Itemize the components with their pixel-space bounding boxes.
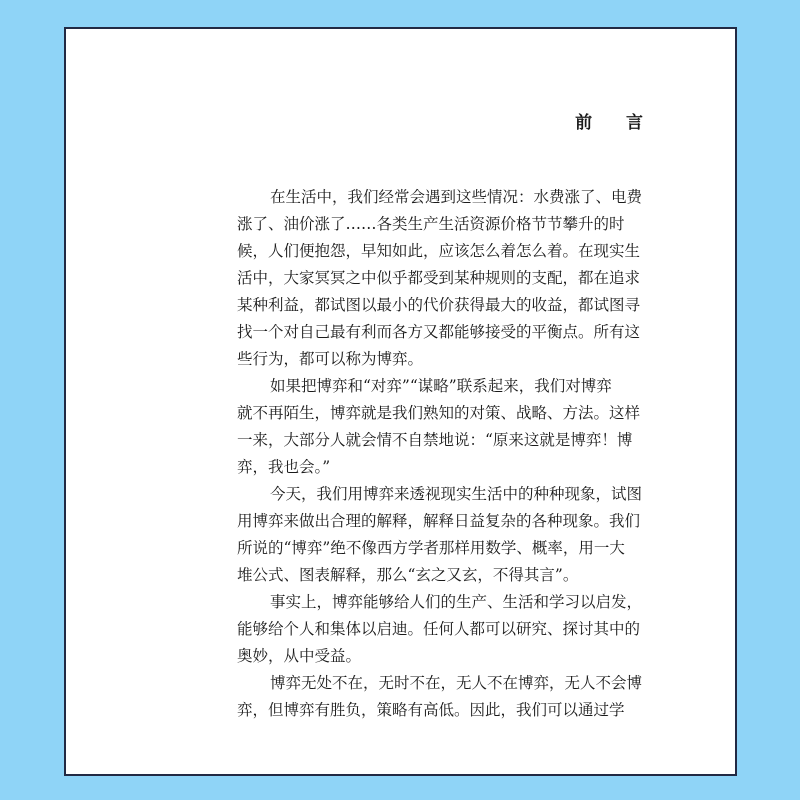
text-line: 候，人们便抱怨，早知如此，应该怎么着怎么着。在现实生 [237,242,641,260]
text-line: 用博弈来做出合理的解释，解释日益复杂的各种现象。我们 [237,512,641,530]
text-line: 事实上，博弈能够给人们的生产、生活和学习以启发， [270,593,643,611]
text-line: 涨了、油价涨了……各类生产生活资源价格节节攀升的时 [237,215,625,233]
text-line: 一来，大部分人就会情不自禁地说：“原来这就是博弈！博 [237,431,633,449]
text-line: 能够给个人和集体以启迪。任何人都可以研究、探讨其中的 [237,620,641,638]
text-line: 弈，但博弈有胜负，策略有高低。因此，我们可以通过学 [237,701,625,719]
text-line: 奥妙，从中受益。 [237,647,362,665]
text-line: 活中，大家冥冥之中似乎都受到某种规则的支配，都在追求 [237,269,641,287]
text-line: 博弈无处不在，无时不在，无人不在博弈，无人不会博 [270,674,643,692]
text-line: 今天，我们用博弈来透视现实生活中的种种现象，试图 [270,485,643,503]
text-line: 弈，我也会。” [237,458,331,476]
page-body [237,184,746,724]
text-line: 某种利益，都试图以最小的代价获得最大的收益，都试图寻 [237,296,641,314]
text-line: 找一个对自己最有利而各方又都能够接受的平衡点。所有这 [237,323,641,341]
page-title: 前 言 [575,113,657,133]
book-page [64,27,737,776]
text-line: 如果把博弈和“对弈”“谋略”联系起来，我们对博弈 [270,377,612,395]
text-line: 些行为，都可以称为博弈。 [237,350,424,368]
text-line: 所说的“博弈”绝不像西方学者那样用数学、概率，用一大 [237,539,625,557]
text-line: 就不再陌生，博弈就是我们熟知的对策、战略、方法。这样 [237,404,641,422]
text-line: 在生活中，我们经常会遇到这些情况：水费涨了、电费 [270,188,643,206]
text-line: 堆公式、图表解释，那么“玄之又玄，不得其言”。 [237,566,579,584]
